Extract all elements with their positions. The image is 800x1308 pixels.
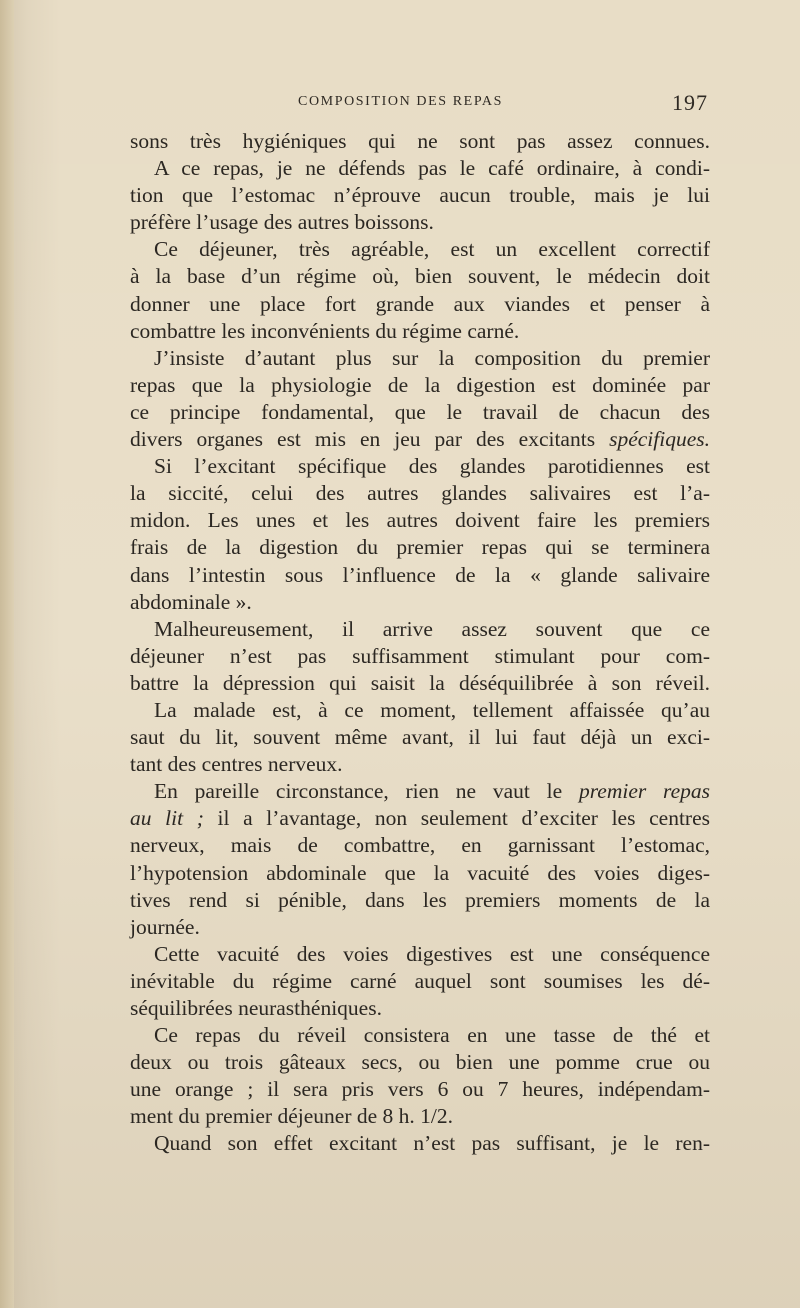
page-edge-shadow <box>0 0 14 1308</box>
text-line: journée. <box>130 914 200 939</box>
text-line: La malade est, à ce moment, tellement affaissée qu’au <box>154 697 710 722</box>
text-line: Cette vacuité des voies digestives est une conséquence <box>154 941 710 966</box>
text-line: déjeuner n’est pas suffisamment stimulant pour com- <box>130 643 710 668</box>
text-line: repas que la physiologie de la digestion est dominée par <box>130 372 710 397</box>
text-line: sons très hygiéniques qui ne sont pas assez connues. <box>130 129 710 153</box>
text-line: Malheureusement, il arrive assez souvent que ce <box>154 616 710 641</box>
text-line: Ce déjeuner, très agréable, est un excellent correctif <box>154 237 710 262</box>
text-line: A ce repas, je ne défends pas le café ordinaire, à condi- <box>154 156 710 181</box>
text-line: séquilibrées neurasthéniques. <box>130 996 382 1020</box>
text-line: donner une place fort grande aux viandes et penser à <box>130 291 710 316</box>
text-line: la siccité, celui des autres glandes salivaires est l’a- <box>130 481 710 506</box>
text-line: tion que l’estomac n’éprouve aucun trouble, mais je lui <box>130 183 710 208</box>
text-segment: En pareille circonstance, rien ne vaut le <box>154 779 579 804</box>
body-text <box>130 128 710 1158</box>
italic-word: spécifiques. <box>609 427 710 452</box>
text-line: l’hypotension abdominale que la vacuité des voies diges- <box>130 860 710 885</box>
text-line: combattre les inconvénients du régime carné. <box>130 318 520 343</box>
text-line-with-italic <box>130 805 710 832</box>
text-line: une orange ; il sera pris vers 6 ou 7 heures, indépendam- <box>130 1077 710 1102</box>
text-line: inévitable du régime carné auquel sont soumises les dé- <box>130 968 710 993</box>
page-number: 197 <box>672 90 708 115</box>
text-line: préfère l’usage des autres boissons. <box>130 210 434 235</box>
text-line-with-italic <box>130 426 710 453</box>
text-line: Quand son effet excitant n’est pas suffisant, je le ren- <box>154 1131 710 1156</box>
text-line: dans l’intestin sous l’influence de la « glande salivaire <box>130 562 710 587</box>
text-line: à la base d’un régime où, bien souvent, le médecin doit <box>130 264 710 289</box>
running-head: COMPOSITION DES REPAS <box>298 94 504 109</box>
text-line: ce principe fondamental, que le travail de chacun des <box>130 399 710 424</box>
text-line: battre la dépression qui saisit la déséquilibrée à son réveil. <box>130 670 710 695</box>
text-line: abdominale ». <box>130 589 252 614</box>
text-line: Si l’excitant spécifique des glandes parotidiennes est <box>154 454 710 479</box>
text-line: saut du lit, souvent même avant, il lui faut déjà un exci- <box>130 725 710 750</box>
text-line: tives rend si pénible, dans les premiers moments de la <box>130 887 710 912</box>
page-header <box>0 92 800 118</box>
text-line: tant des centres nerveux. <box>130 752 343 777</box>
italic-phrase: premier repas <box>578 779 710 804</box>
text-line: frais de la digestion du premier repas qui se terminera <box>130 535 710 560</box>
text-line: ment du premier déjeuner de 8 h. 1/2. <box>130 1104 453 1129</box>
italic-phrase: au lit ; <box>130 806 204 831</box>
text-segment: il a l’avantage, non seulement d’exciter les centres <box>203 806 710 831</box>
text-segment: divers organes est mis en jeu par des excitants <box>130 427 610 452</box>
text-line: midon. Les unes et les autres doivent faire les premiers <box>130 508 710 533</box>
text-line: deux ou trois gâteaux secs, ou bien une pomme crue ou <box>130 1050 710 1075</box>
text-line: Ce repas du réveil consistera en une tasse de thé et <box>154 1023 710 1048</box>
text-line: J’insiste d’autant plus sur la composition du premier <box>154 345 710 370</box>
text-line-with-italic <box>130 778 710 805</box>
text-line: nerveux, mais de combattre, en garnissant l’estomac, <box>130 833 710 858</box>
